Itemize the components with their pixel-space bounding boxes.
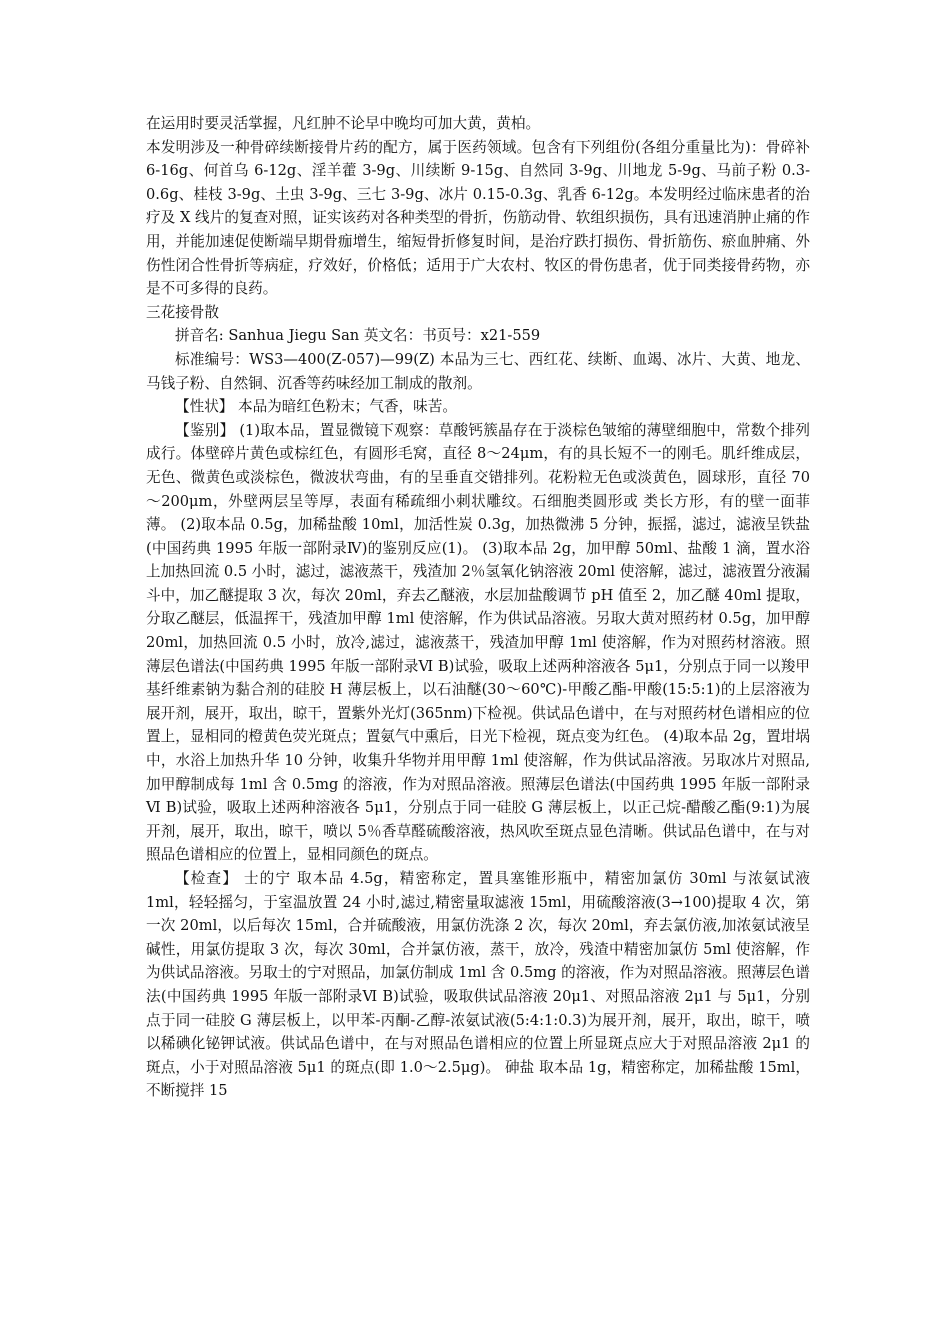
properties-heading: 【性状】: [175, 398, 234, 416]
identification-text: (1)取本品，置显微镜下观察：草酸钙簇晶存在于淡棕色皱缩的薄壁细胞中，常数个排列成行。体壁碎片黄色或棕红色，有圆形毛窝，直径 8～24μm，有的具长短不一的刚毛。肌纤维成层，无色、微黄色或淡棕色，微波状弯曲，有的呈垂直交错排列。花粉粒无色或淡黄色，圆球形，直径 70～200μm，外壁两层呈等厚，表面有稀疏细小刺状雕纹。石细胞类圆形或 类长方形，有的壁一面菲薄。 (2)取本品 0.5g，加稀盐酸 10ml，加活性炭 0.3g，加热微沸 5 分钟，振摇，滤过，滤液呈铁盐(中国药典 1995 年版一部附录Ⅳ)的鉴别反应(1)。 (3)取本品 2g，加甲醇 50ml、盐酸 1 滴，置水浴上加热回流 0.5 小时，滤过，滤液蒸干，残渣加 2％氢氧化钠溶液 20ml 使溶解，滤过，滤液置分液漏斗中，加乙醚提取 3 次，每次 20ml，弃去乙醚液，水层加盐酸调节 pH 值至 2，加乙醚 40ml 提取，分取乙醚层，低温挥干，残渣加甲醇 1ml 使溶解，作为供试品溶液。另取大黄对照药材 0.5g，加甲醇 20ml，加热回流 0.5 小时，放冷,滤过，滤液蒸干，残渣加甲醇 1ml 使溶解，作为对照药材溶液。照薄层色谱法(中国药典 1995 年版一部附录Ⅵ B)试验，吸取上述两种溶液各 5μ1，分别点于同一以羧甲基纤维素钠为黏合剂的硅胶 H 薄层板上，以石油醚(30～60℃)-甲酸乙酯-甲酸(15:5:1)的上层溶液为展开剂，展开，取出，晾干，置紫外光灯(365nm)下检视。供试品色谱中，在与对照药材色谱相应的位置上，显相同的橙黄色荧光斑点；置氨气中熏后，日光下检视，斑点变为红色。 (4)取本品 2g，置坩埚中，水浴上加热升华 10 分钟，收集升华物并用甲醇 1ml 使溶解，作为供试品溶液。另取冰片对照品,加甲醇制成每 1ml 含 0.5mg 的溶液，作为对照品溶液。照薄层色谱法(中国药典 1995 年版一部附录Ⅵ B)试验，吸取上述两种溶液各 5μ1，分别点于同一硅胶 G 薄层板上，以正己烷-醋酸乙酯(9:1)为展开剂，展开，取出，晾干，喷以 5％香草醛硫酸溶液，热风吹至斑点显色清晰。供试品色谱中，在与对照品色谱相应的位置上，显相同颜色的斑点。: [146, 421, 810, 864]
paragraph-inspection: [146, 867, 810, 1103]
paragraph-identification: [146, 419, 810, 867]
document-body: [146, 112, 810, 1103]
paragraph-standard-number: 标准编号：WS3—400(Z-057)—99(Z) 本品为三七、西红花、续断、血竭、冰片、大黄、地龙、马钱子粉、自然铜、沉香等药味经加工制成的散剂。: [146, 350, 810, 392]
paragraph-invention-summary: 本发明涉及一种骨碎续断接骨片药的配方，属于医药领域。包含有下列组份(各组分重量比为)：骨碎补 6-16g、何首乌 6-12g、淫羊藿 3-9g、川续断 9-15g、自然同 3-9g、川地龙 5-9g、马前子粉 0.3-0.6g、桂枝 3-9g、土虫 3-9g、三七 3-9g、冰片 0.15-0.3g、乳香 6-12g。本发明经过临床患者的治疗及 X 线片的复查对照，证实该药对各种类型的骨折，伤筋动骨、软组织损伤，具有迅速消肿止痛的作用，并能加速促使断端早期骨痂增生，缩短骨折修复时间，是治疗跌打损伤、骨折筋伤、瘀血肿痛、外伤性闭合性骨折等病症，疗效好，价格低；适用于广大农村、牧区的骨伤患者，优于同类接骨药物，亦是不可多得的良药。: [146, 138, 810, 298]
section-title: 三花接骨散: [146, 303, 219, 321]
identification-heading: 【鉴别】: [175, 421, 235, 439]
inspection-heading: 【检查】: [175, 870, 239, 887]
paragraph-pinyin-name: 拼音名: Sanhua Jiegu San 英文名：书页号：x21-559: [175, 327, 541, 345]
properties-text: 本品为暗红色粉末；气香，味苦。: [233, 398, 457, 416]
inspection-text: 士的宁 取本品 4.5g，精密称定，置具塞锥形瓶中，精密加氯仿 30ml 与浓氨试液 1ml，轻轻摇匀，于室温放置 24 小时,滤过,精密量取滤液 15ml，用硫酸溶液(3→100)提取 4 次，第一次 20ml，以后每次 15ml，合并硫酸液，用氯仿洗涤 2 次，每次 20ml，弃去氯仿液,加浓氨试液呈碱性，用氯仿提取 3 次，每次 30ml，合并氯仿液，蒸干，放冷，残渣中精密加氯仿 5ml 使溶解，作为供试品溶液。另取士的宁对照品，加氯仿制成 1ml 含 0.5mg 的溶液，作为对照品溶液。照薄层色谱法(中国药典 1995 年版一部附录Ⅵ B)试验，吸取供试品溶液 20μ1、对照品溶液 2μ1 与 5μ1，分别点于同一硅胶 G 薄层板上，以甲苯-丙酮-乙醇-浓氨试液(5:4:1:0.3)为展开剂，展开，取出，晾干，喷以稀碘化铋钾试液。供试品色谱中，在与对照品色谱相应的位置上所显斑点应大于对照品溶液 2μ1 的斑点，小于对照品溶液 5μ1 的斑点(即 1.0～2.5μg)。 砷盐 取本品 1g，精密称定，加稀盐酸 15ml，不断搅拌 15: [146, 870, 810, 1100]
paragraph-properties: [146, 395, 810, 419]
paragraph-usage-note: 在运用时要灵活掌握，凡红肿不论早中晚均可加大黄，黄柏。: [146, 115, 541, 132]
